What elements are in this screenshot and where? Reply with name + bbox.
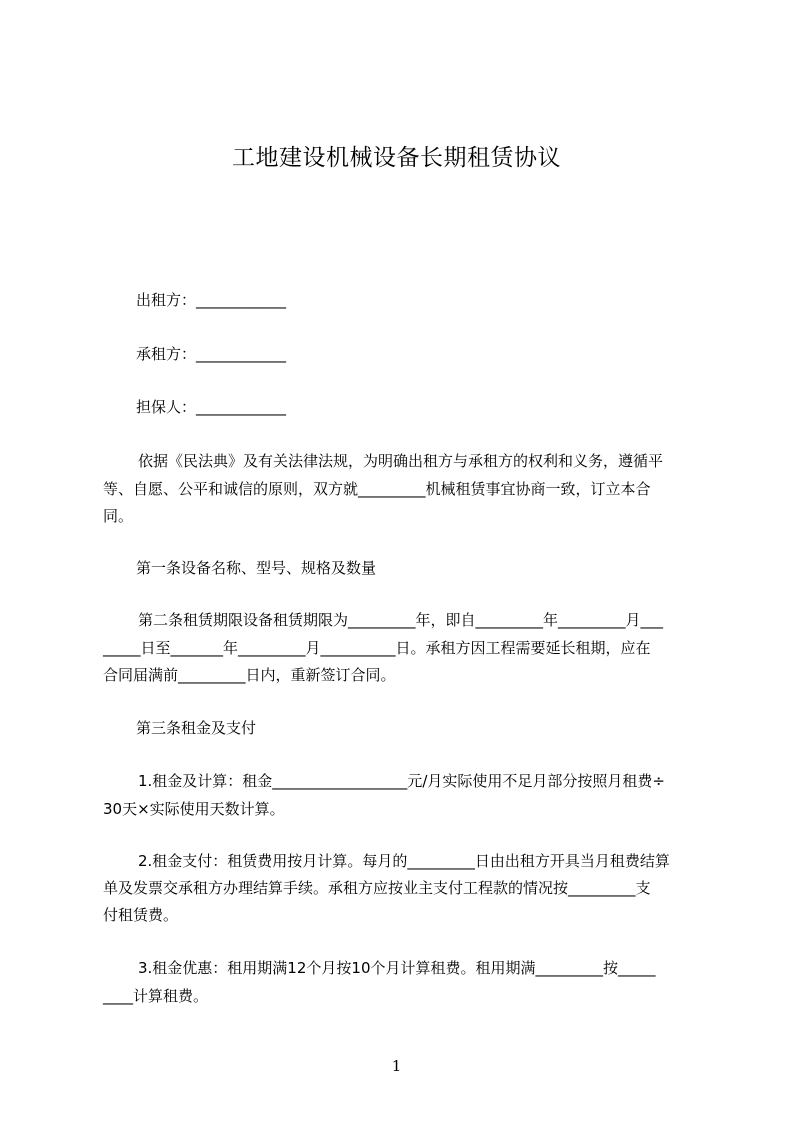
document-title: 工地建设机械设备长期租赁协议 <box>232 145 561 171</box>
item-3-line-2: ____计算租费。 <box>103 987 209 1005</box>
preamble-line-1: 依据《民法典》及有关法律法规，为明确出租方与承租方的权利和义务，遵循平 <box>138 452 664 470</box>
item-2-line-3: 付租赁费。 <box>103 906 179 924</box>
item-2-line-1: 2.租金支付：租赁费用按月计算。每月的_________日由出租方开具当月租费结算 <box>138 852 670 870</box>
item-2-line-2: 单及发票交承租方办理结算手续。承租方应按业主支付工程款的情况按_________支 <box>103 879 651 897</box>
article-2-line-1: 第二条租赁期限设备租赁期限为_________年，即自_________年_________月___ <box>138 611 664 629</box>
article-2-line-2: _____日至_______年_________月__________日。承租方因工程需要延长租期，应在 <box>103 639 651 657</box>
preamble-line-3: 同。 <box>103 507 134 525</box>
lessor-line: 出租方：____________ <box>136 291 287 309</box>
item-1-line-2: 30天×实际使用天数计算。 <box>103 800 285 818</box>
preamble-line-2: 等、自愿、公平和诚信的原则，双方就_________机械租赁事宜协商一致，订立本合 <box>103 480 651 498</box>
item-3-line-1: 3.租金优惠：租用期满12个月按10个月计算租费。租用期满_________按_____ <box>138 959 656 977</box>
guarantor-line: 担保人：____________ <box>136 398 287 416</box>
article-2-line-3: 合同届满前_________日内，重新签订合同。 <box>103 666 396 684</box>
lessee-line: 承租方：____________ <box>136 345 287 363</box>
article-3-heading: 第三条租金及支付 <box>136 719 257 737</box>
page-number: 1 <box>391 1057 402 1075</box>
article-1-heading: 第一条设备名称、型号、规格及数量 <box>136 559 377 577</box>
item-1-line-1: 1.租金及计算：租金__________________元/月实际使用不足月部分按照月租费÷ <box>138 772 665 790</box>
